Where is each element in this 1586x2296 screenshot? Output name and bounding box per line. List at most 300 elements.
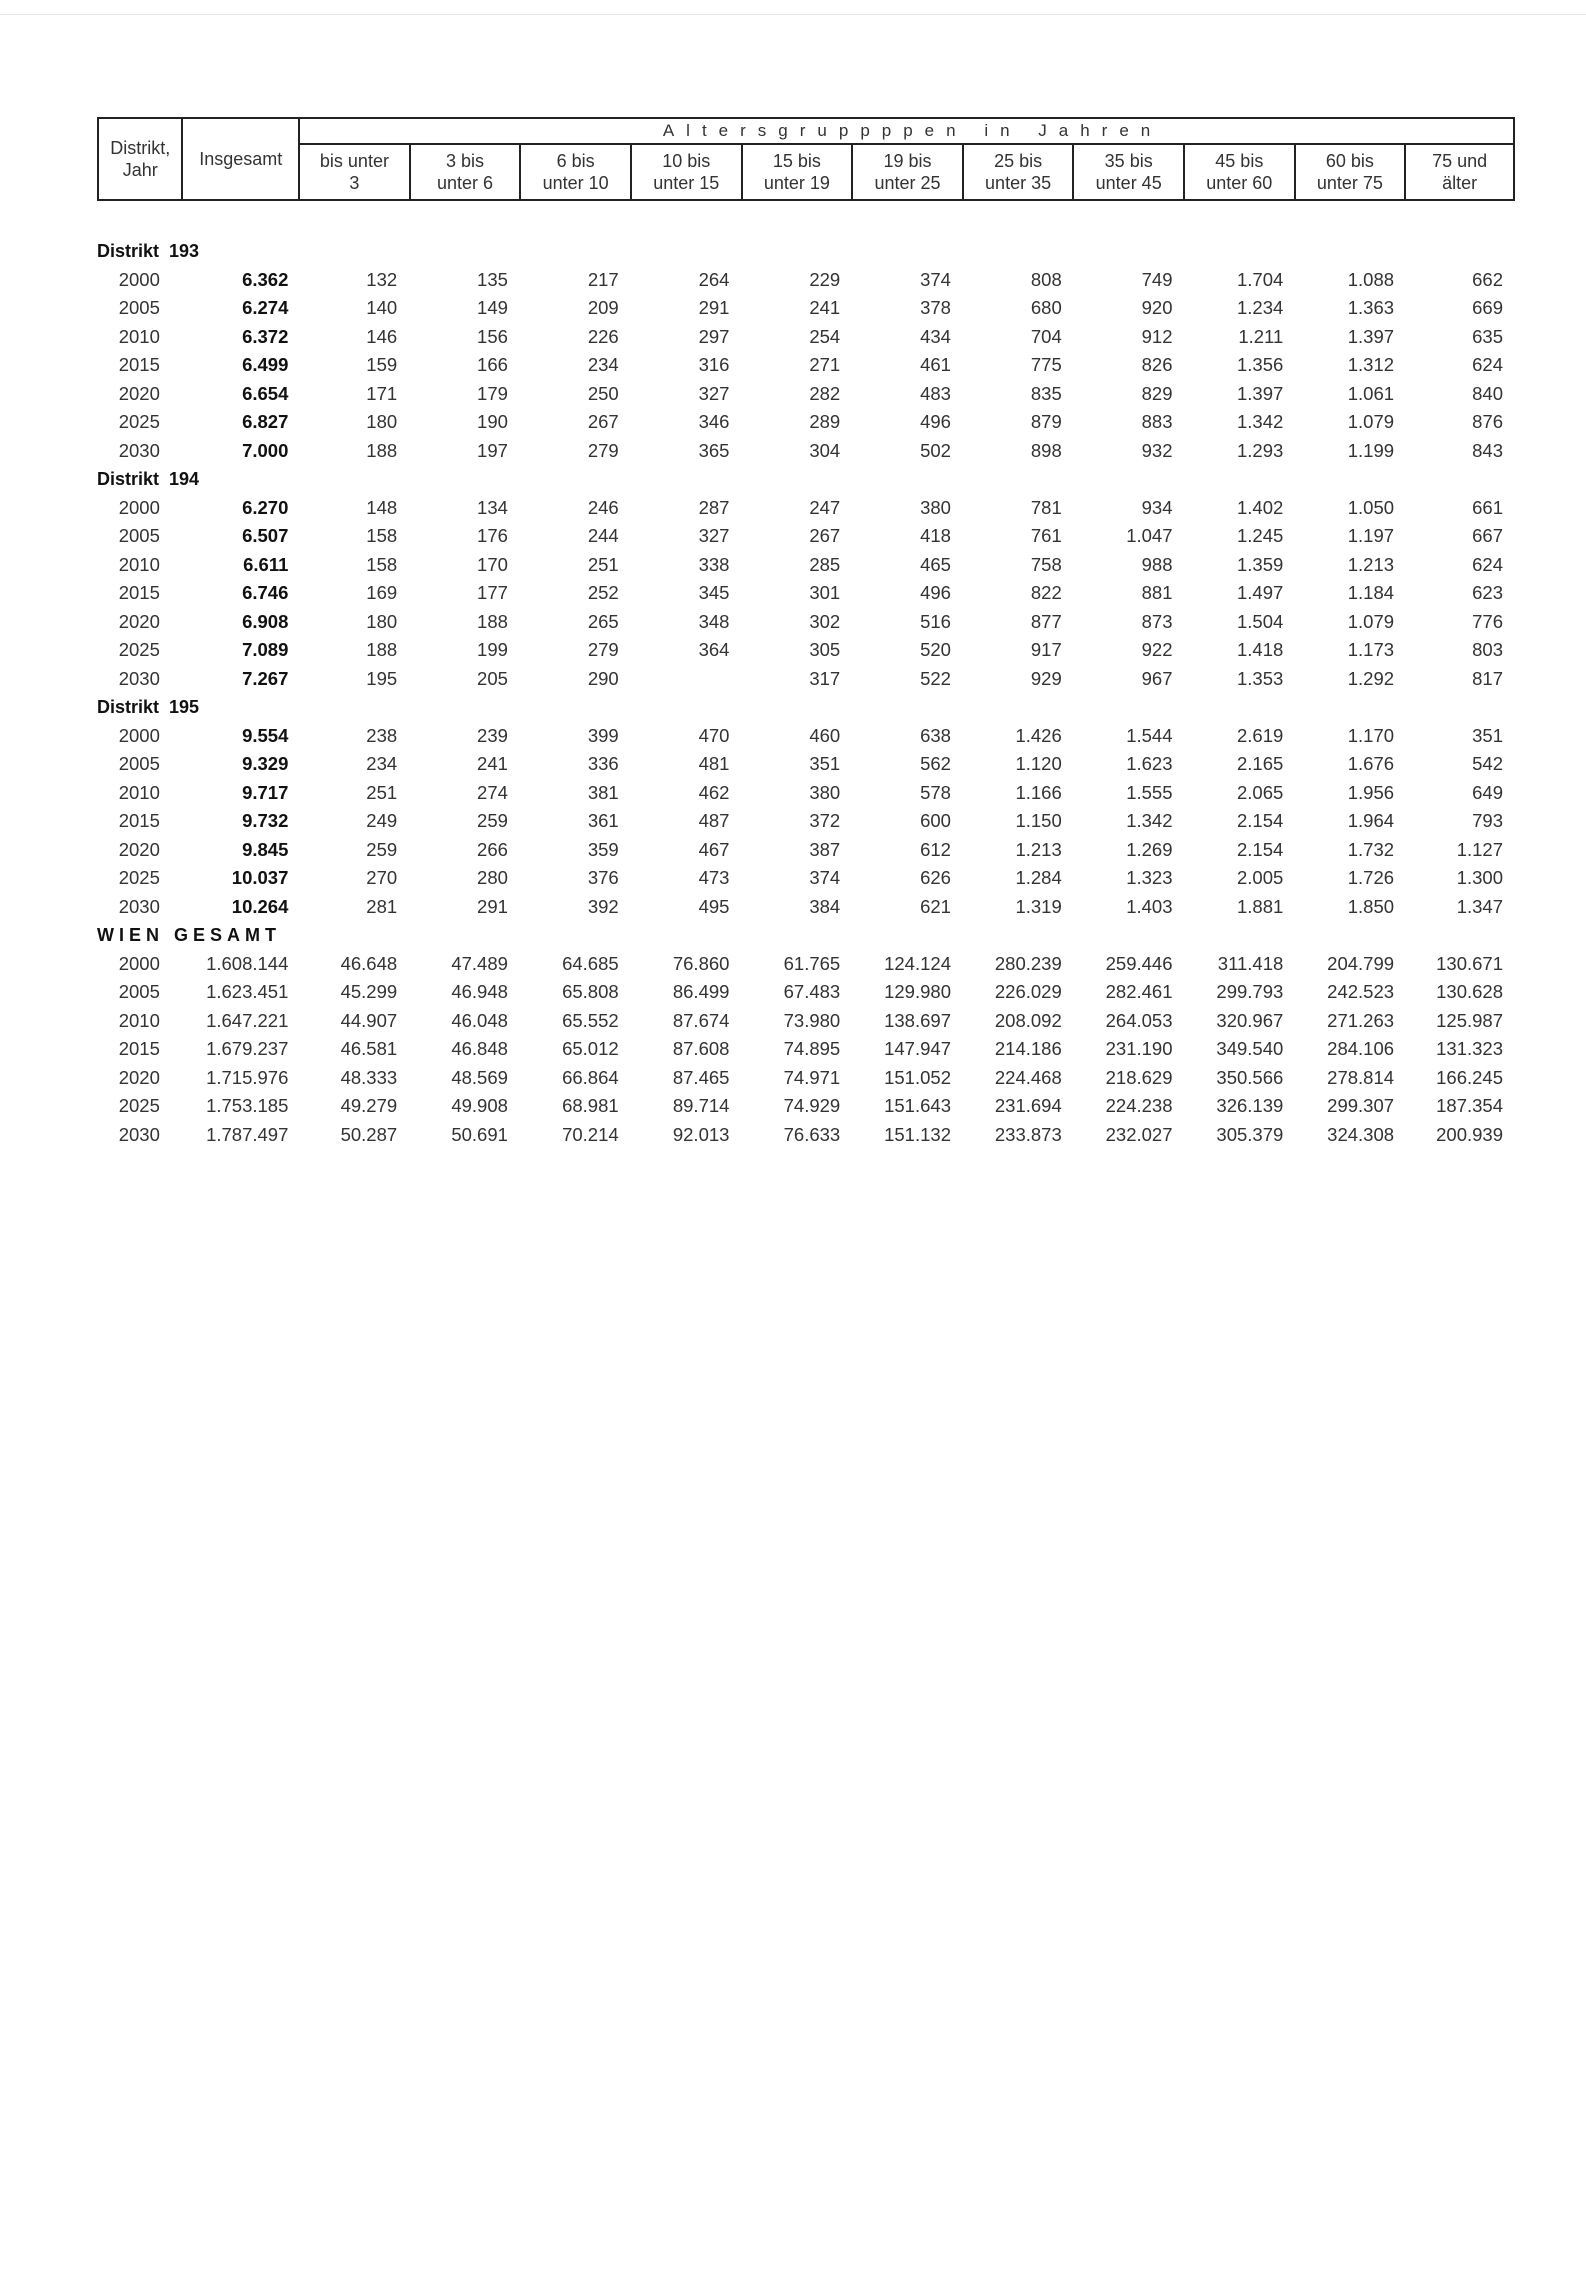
- value-cell: 873: [1141, 610, 1173, 632]
- value-cell: 231.190: [1105, 1038, 1173, 1060]
- value-cell: 461: [920, 354, 951, 376]
- value-cell: 282: [809, 382, 841, 404]
- value-cell: 1.402: [1236, 496, 1284, 518]
- value-cell: 621: [920, 895, 951, 917]
- total-cell: 6.499: [242, 354, 289, 376]
- value-cell: 361: [587, 810, 619, 832]
- value-cell: 320.967: [1216, 1009, 1284, 1031]
- value-cell: 279: [587, 439, 619, 461]
- table-row: [97, 1064, 1515, 1093]
- value-cell: 1.363: [1347, 297, 1395, 319]
- value-cell: 384: [809, 895, 841, 917]
- header-year-line: Jahr: [122, 160, 158, 180]
- header-district-year: [98, 118, 182, 200]
- value-cell: 1.061: [1347, 382, 1395, 404]
- value-cell: 1.079: [1347, 411, 1395, 433]
- total-cell: 1.679.237: [206, 1038, 289, 1060]
- total-cell: 6.827: [242, 411, 289, 433]
- value-cell: 351: [809, 753, 841, 775]
- header-age-group: [1073, 144, 1184, 200]
- table-row: [97, 408, 1515, 437]
- page-edge-line: [0, 14, 1586, 15]
- value-cell: 988: [1141, 553, 1173, 575]
- value-cell: 226: [587, 325, 619, 347]
- value-cell: 135: [477, 268, 508, 290]
- value-cell: 704: [1030, 325, 1062, 347]
- header-age-group: [520, 144, 631, 200]
- value-cell: 881: [1141, 582, 1173, 604]
- table-row: [97, 779, 1515, 808]
- value-cell: 680: [1030, 297, 1062, 319]
- value-cell: 434: [920, 325, 951, 347]
- year-cell: 2025: [118, 411, 160, 433]
- value-cell: 87.608: [672, 1038, 730, 1060]
- value-cell: 483: [920, 382, 951, 404]
- value-cell: 249: [366, 810, 398, 832]
- total-cell: 10.037: [231, 867, 289, 889]
- value-cell: 1.323: [1126, 867, 1173, 889]
- value-cell: 317: [809, 667, 841, 689]
- value-cell: 365: [698, 439, 730, 461]
- section-heading-row: [97, 237, 1515, 266]
- value-cell: 224.238: [1105, 1095, 1173, 1117]
- value-cell: 287: [698, 496, 730, 518]
- value-cell: 967: [1141, 667, 1173, 689]
- value-cell: 826: [1141, 354, 1173, 376]
- total-cell: 6.746: [242, 582, 289, 604]
- value-cell: 251: [366, 781, 398, 803]
- value-cell: 311.418: [1217, 952, 1284, 974]
- value-cell: 1.704: [1236, 268, 1284, 290]
- value-cell: 47.489: [451, 952, 508, 974]
- value-cell: 749: [1141, 268, 1173, 290]
- value-cell: 87.674: [672, 1009, 730, 1031]
- value-cell: 48.569: [451, 1066, 508, 1088]
- value-cell: 86.499: [672, 981, 730, 1003]
- total-cell: 9.845: [242, 838, 289, 860]
- value-cell: 125.987: [1436, 1009, 1503, 1031]
- age-group-line-1: 60 bis: [1325, 151, 1374, 171]
- value-cell: 578: [920, 781, 951, 803]
- value-cell: 1.732: [1347, 838, 1395, 860]
- table-row: [97, 522, 1515, 551]
- age-group-line-1: bis unter: [319, 151, 389, 171]
- value-cell: 470: [698, 724, 730, 746]
- value-cell: 76.633: [783, 1123, 841, 1145]
- value-cell: 758: [1030, 553, 1062, 575]
- header-age-group: [742, 144, 853, 200]
- value-cell: 1.269: [1126, 838, 1173, 860]
- value-cell: 138.697: [884, 1009, 951, 1031]
- value-cell: 195: [366, 667, 398, 689]
- table-row: [97, 836, 1515, 865]
- value-cell: 667: [1472, 525, 1503, 547]
- value-cell: 1.211: [1238, 325, 1284, 347]
- table-row: [97, 608, 1515, 637]
- value-cell: 254: [809, 325, 841, 347]
- value-cell: 74.895: [783, 1038, 841, 1060]
- section-title: Distrikt 194: [97, 468, 200, 489]
- value-cell: 49.279: [340, 1095, 398, 1117]
- value-cell: 465: [920, 553, 951, 575]
- value-cell: 209: [587, 297, 619, 319]
- value-cell: 1.426: [1015, 724, 1062, 746]
- value-cell: 327: [698, 382, 730, 404]
- value-cell: 130.671: [1436, 952, 1503, 974]
- value-cell: 208.092: [994, 1009, 1062, 1031]
- value-cell: 1.544: [1126, 724, 1173, 746]
- value-cell: 1.245: [1236, 525, 1284, 547]
- header-age-group: [631, 144, 742, 200]
- value-cell: 1.173: [1347, 639, 1395, 661]
- value-cell: 284.106: [1327, 1038, 1395, 1060]
- value-cell: 1.347: [1456, 895, 1503, 917]
- age-group-line-2: unter 60: [1206, 173, 1273, 193]
- value-cell: 166: [477, 354, 508, 376]
- value-cell: 761: [1030, 525, 1062, 547]
- value-cell: 1.213: [1015, 838, 1062, 860]
- value-cell: 76.860: [672, 952, 730, 974]
- value-cell: 467: [698, 838, 730, 860]
- year-cell: 2030: [118, 439, 160, 461]
- value-cell: [631, 665, 742, 694]
- value-cell: 44.907: [340, 1009, 398, 1031]
- table-row: [97, 351, 1515, 380]
- total-cell: 6.362: [242, 268, 289, 290]
- year-cell: 2015: [118, 582, 160, 604]
- total-cell: 6.908: [242, 610, 289, 632]
- year-cell: 2025: [118, 1095, 160, 1117]
- year-cell: 2010: [118, 325, 160, 347]
- value-cell: 2.619: [1236, 724, 1284, 746]
- value-cell: 324.308: [1327, 1123, 1395, 1145]
- value-cell: 364: [698, 639, 730, 661]
- value-cell: 131.323: [1436, 1038, 1503, 1060]
- age-group-line-2: unter 10: [542, 173, 609, 193]
- year-cell: 2010: [118, 1009, 160, 1031]
- value-cell: 264: [698, 268, 730, 290]
- value-cell: 316: [698, 354, 730, 376]
- table-row: [97, 1035, 1515, 1064]
- value-cell: 612: [920, 838, 951, 860]
- value-cell: 148: [366, 496, 398, 518]
- value-cell: 1.184: [1347, 582, 1395, 604]
- value-cell: 205: [477, 667, 508, 689]
- table-row: [97, 978, 1515, 1007]
- value-cell: 562: [920, 753, 951, 775]
- value-cell: 166.245: [1436, 1066, 1503, 1088]
- value-cell: 302: [809, 610, 841, 632]
- value-cell: 1.293: [1236, 439, 1284, 461]
- value-cell: 326.139: [1216, 1095, 1284, 1117]
- value-cell: 1.213: [1347, 553, 1395, 575]
- value-cell: 1.956: [1347, 781, 1395, 803]
- value-cell: 176: [477, 525, 508, 547]
- age-group-line-1: 25 bis: [994, 151, 1043, 171]
- value-cell: 74.929: [783, 1095, 841, 1117]
- age-group-line-1: 19 bis: [883, 151, 932, 171]
- year-cell: 2005: [118, 525, 160, 547]
- header-age-group: [1184, 144, 1295, 200]
- value-cell: 327: [698, 525, 730, 547]
- data-table: [97, 237, 1515, 1149]
- header-age-groups-title: Altersgruppppen in Jahren: [299, 118, 1514, 144]
- value-cell: 1.353: [1236, 667, 1284, 689]
- table-row: [97, 864, 1515, 893]
- total-cell: 1.787.497: [206, 1123, 289, 1145]
- year-cell: 2015: [118, 1038, 160, 1060]
- total-cell: 6.372: [242, 325, 289, 347]
- value-cell: 232.027: [1105, 1123, 1173, 1145]
- value-cell: 64.685: [562, 952, 619, 974]
- value-cell: 624: [1472, 354, 1503, 376]
- value-cell: 282.461: [1105, 981, 1173, 1003]
- value-cell: 226.029: [994, 981, 1062, 1003]
- value-cell: 73.980: [783, 1009, 841, 1031]
- total-cell: 6.654: [242, 382, 289, 404]
- value-cell: 89.714: [672, 1095, 730, 1117]
- value-cell: 151.132: [884, 1123, 951, 1145]
- value-cell: 46.648: [340, 952, 398, 974]
- total-cell: 6.274: [242, 297, 289, 319]
- value-cell: 1.497: [1236, 582, 1284, 604]
- value-cell: 199: [477, 639, 508, 661]
- value-cell: 247: [809, 496, 841, 518]
- year-cell: 2020: [118, 1066, 160, 1088]
- age-group-line-2: unter 75: [1316, 173, 1383, 193]
- value-cell: 418: [920, 525, 951, 547]
- value-cell: 290: [587, 667, 619, 689]
- value-cell: 1.850: [1347, 895, 1395, 917]
- year-cell: 2025: [118, 639, 160, 661]
- value-cell: 793: [1472, 810, 1503, 832]
- table-row: [97, 1007, 1515, 1036]
- year-cell: 2020: [118, 610, 160, 632]
- value-cell: 922: [1141, 639, 1173, 661]
- value-cell: 70.214: [562, 1123, 619, 1145]
- value-cell: 2.165: [1236, 753, 1284, 775]
- value-cell: 129.980: [884, 981, 951, 1003]
- age-group-line-2: älter: [1442, 173, 1478, 193]
- value-cell: 495: [698, 895, 730, 917]
- total-cell: 1.608.144: [206, 952, 289, 974]
- value-cell: 200.939: [1436, 1123, 1503, 1145]
- value-cell: 1.170: [1347, 724, 1395, 746]
- value-cell: 808: [1030, 268, 1062, 290]
- year-cell: 2005: [118, 753, 160, 775]
- value-cell: 188: [477, 610, 508, 632]
- value-cell: 124.124: [884, 952, 951, 974]
- value-cell: 305: [809, 639, 841, 661]
- value-cell: 2.154: [1236, 838, 1284, 860]
- value-cell: 65.552: [562, 1009, 619, 1031]
- value-cell: 177: [477, 582, 508, 604]
- value-cell: 378: [920, 297, 951, 319]
- value-cell: 649: [1472, 781, 1503, 803]
- table-row: [97, 1121, 1515, 1150]
- value-cell: 1.284: [1015, 867, 1062, 889]
- value-cell: 1.504: [1236, 610, 1284, 632]
- value-cell: 267: [587, 411, 619, 433]
- value-cell: 1.166: [1015, 781, 1062, 803]
- value-cell: 50.691: [451, 1123, 508, 1145]
- value-cell: 151.643: [884, 1095, 951, 1117]
- value-cell: 822: [1030, 582, 1062, 604]
- value-cell: 473: [698, 867, 730, 889]
- age-group-line-2: unter 19: [763, 173, 830, 193]
- value-cell: 299.793: [1216, 981, 1284, 1003]
- value-cell: 669: [1472, 297, 1503, 319]
- value-cell: 224.468: [994, 1066, 1062, 1088]
- table-row: [97, 494, 1515, 523]
- value-cell: 214.186: [994, 1038, 1062, 1060]
- value-cell: 48.333: [340, 1066, 398, 1088]
- year-cell: 2030: [118, 667, 160, 689]
- value-cell: 376: [587, 867, 619, 889]
- age-group-line-1: 3 bis: [446, 151, 485, 171]
- value-cell: 280: [477, 867, 508, 889]
- value-cell: 1.356: [1236, 354, 1284, 376]
- value-cell: 291: [698, 297, 730, 319]
- value-cell: 1.312: [1347, 354, 1395, 376]
- value-cell: 65.012: [562, 1038, 619, 1060]
- value-cell: 270: [366, 867, 398, 889]
- value-cell: 2.005: [1236, 867, 1284, 889]
- table-row: [97, 636, 1515, 665]
- value-cell: 197: [477, 439, 508, 461]
- value-cell: 179: [477, 382, 508, 404]
- table-row: [97, 1092, 1515, 1121]
- value-cell: 460: [809, 724, 841, 746]
- table-row: [97, 323, 1515, 352]
- value-cell: 187.354: [1436, 1095, 1503, 1117]
- header-total: Insgesamt: [182, 118, 299, 200]
- value-cell: 1.050: [1347, 496, 1395, 518]
- value-cell: 46.048: [451, 1009, 508, 1031]
- value-cell: 829: [1141, 382, 1173, 404]
- year-cell: 2000: [118, 268, 160, 290]
- value-cell: 204.799: [1327, 952, 1395, 974]
- value-cell: 1.300: [1456, 867, 1503, 889]
- year-cell: 2030: [118, 895, 160, 917]
- header-age-group: [852, 144, 963, 200]
- value-cell: 392: [587, 895, 619, 917]
- table-row: [97, 807, 1515, 836]
- value-cell: 170: [477, 553, 508, 575]
- total-cell: 9.329: [242, 753, 289, 775]
- value-cell: 600: [920, 810, 951, 832]
- age-group-line-2: unter 15: [653, 173, 720, 193]
- total-cell: 6.507: [242, 525, 289, 547]
- value-cell: 835: [1030, 382, 1062, 404]
- value-cell: 241: [809, 297, 841, 319]
- value-cell: 638: [920, 724, 951, 746]
- total-cell: 1.623.451: [206, 981, 289, 1003]
- year-cell: 2020: [118, 382, 160, 404]
- value-cell: 156: [477, 325, 508, 347]
- value-cell: 280.239: [994, 952, 1062, 974]
- value-cell: 1.403: [1126, 895, 1173, 917]
- value-cell: 2.154: [1236, 810, 1284, 832]
- value-cell: 188: [366, 439, 398, 461]
- value-cell: 271.263: [1327, 1009, 1395, 1031]
- value-cell: 912: [1141, 325, 1173, 347]
- value-cell: 251: [587, 553, 619, 575]
- value-cell: 1.397: [1236, 382, 1284, 404]
- value-cell: 271: [809, 354, 841, 376]
- header-age-group: [299, 144, 410, 200]
- value-cell: 372: [809, 810, 841, 832]
- value-cell: 336: [587, 753, 619, 775]
- value-cell: 46.948: [451, 981, 508, 1003]
- value-cell: 1.726: [1347, 867, 1395, 889]
- section-heading-row: [97, 693, 1515, 722]
- value-cell: 932: [1141, 439, 1173, 461]
- total-cell: 7.089: [242, 639, 289, 661]
- value-cell: 345: [698, 582, 730, 604]
- year-cell: 2005: [118, 297, 160, 319]
- age-group-line-2: unter 35: [985, 173, 1052, 193]
- value-cell: 387: [809, 838, 841, 860]
- age-group-line-1: 35 bis: [1104, 151, 1153, 171]
- value-cell: 380: [809, 781, 841, 803]
- value-cell: 1.234: [1236, 297, 1284, 319]
- value-cell: 920: [1141, 297, 1173, 319]
- value-cell: 45.299: [340, 981, 398, 1003]
- value-cell: 92.013: [672, 1123, 730, 1145]
- total-cell: 9.732: [242, 810, 289, 832]
- value-cell: 233.873: [994, 1123, 1062, 1145]
- value-cell: 158: [366, 553, 398, 575]
- year-cell: 2000: [118, 496, 160, 518]
- value-cell: 934: [1141, 496, 1173, 518]
- table-row: [97, 950, 1515, 979]
- total-cell: 6.611: [243, 553, 289, 575]
- value-cell: 65.808: [562, 981, 619, 1003]
- value-cell: 299.307: [1327, 1095, 1395, 1117]
- value-cell: 180: [366, 610, 398, 632]
- value-cell: 917: [1030, 639, 1062, 661]
- value-cell: 879: [1030, 411, 1062, 433]
- table-row: [97, 750, 1515, 779]
- year-cell: 2015: [118, 810, 160, 832]
- table-row: [97, 722, 1515, 751]
- year-cell: 2010: [118, 553, 160, 575]
- value-cell: 1.964: [1347, 810, 1395, 832]
- value-cell: 74.971: [783, 1066, 841, 1088]
- table-row: [97, 380, 1515, 409]
- value-cell: 1.150: [1015, 810, 1062, 832]
- total-cell: 9.554: [242, 724, 289, 746]
- header-age-group: [410, 144, 521, 200]
- table-row: [97, 893, 1515, 922]
- value-cell: 244: [587, 525, 619, 547]
- value-cell: 775: [1030, 354, 1062, 376]
- value-cell: 876: [1472, 411, 1503, 433]
- age-group-line-2: 3: [349, 173, 360, 193]
- value-cell: 171: [366, 382, 398, 404]
- value-cell: 374: [920, 268, 951, 290]
- value-cell: 50.287: [340, 1123, 398, 1145]
- table-row: [97, 579, 1515, 608]
- value-cell: 239: [477, 724, 508, 746]
- value-cell: 380: [920, 496, 951, 518]
- value-cell: 662: [1472, 268, 1503, 290]
- value-cell: 259: [477, 810, 508, 832]
- value-cell: 346: [698, 411, 730, 433]
- value-cell: 626: [920, 867, 951, 889]
- section-heading-row: [97, 465, 1515, 494]
